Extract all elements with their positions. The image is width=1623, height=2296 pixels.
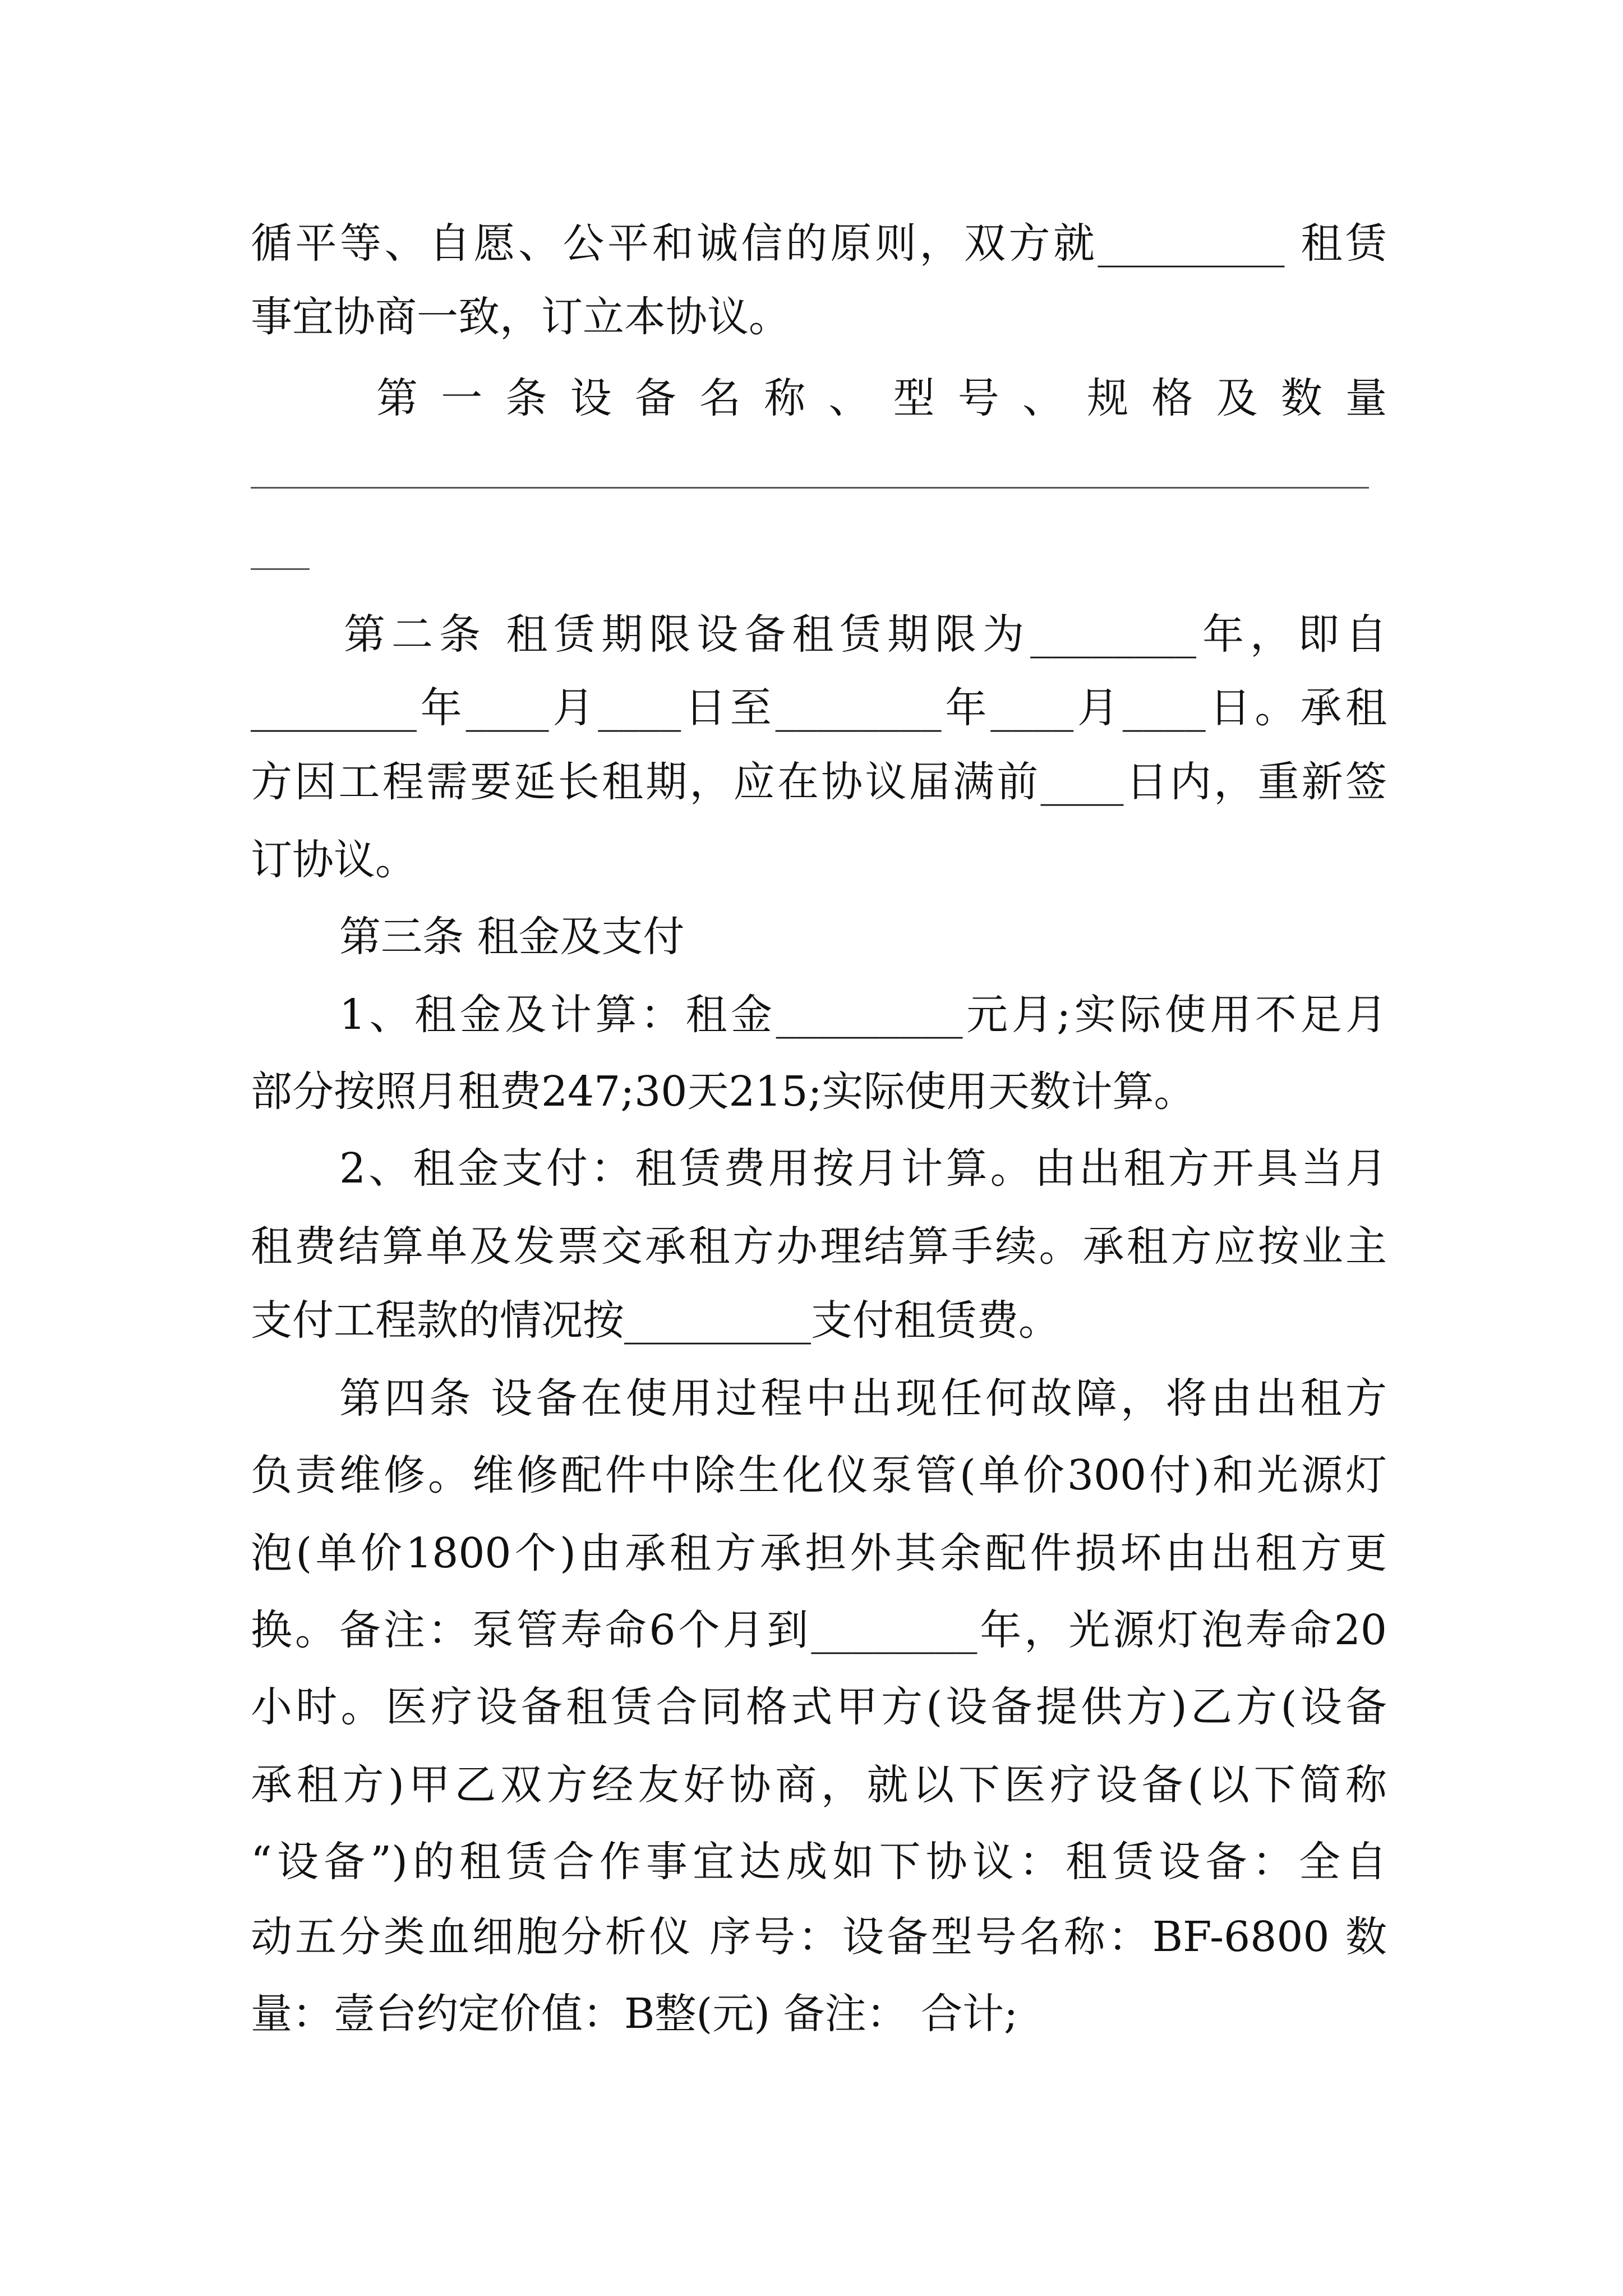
- paragraph-line: 小时。医疗设备租赁合同格式甲方(设备提供方)乙方(设备: [251, 1683, 1387, 1731]
- paragraph-line: 循平等、自愿、公平和诚信的原则，双方就_________ 租赁: [251, 219, 1387, 268]
- fill-in-blank-line: [251, 568, 310, 570]
- paragraph-line: 负责维修。维修配件中除生化仪泵管(单价300付)和光源灯: [251, 1451, 1387, 1499]
- paragraph-line: 订协议。: [251, 836, 417, 884]
- paragraph-line: 量：壹台约定价值：B整(元) 备注： 合计;: [251, 1990, 1018, 2038]
- article-2-line: 第二条 租赁期限设备租赁期限为________年，即自: [344, 610, 1387, 659]
- fill-in-blank-line: [251, 487, 1369, 489]
- article-3-heading: 第三条 租金及支付: [339, 913, 685, 961]
- paragraph-line: 换。备注：泵管寿命6个月到________年，光源灯泡寿命20: [251, 1606, 1387, 1654]
- paragraph-line: ________年____月____日至________年____月____日。承租: [251, 684, 1387, 732]
- paragraph-line: 承租方)甲乙双方经友好协商，就以下医疗设备(以下简称: [251, 1761, 1387, 1809]
- paragraph-line: 部分按照月租费247;30天215;实际使用天数计算。: [251, 1068, 1196, 1116]
- paragraph-line: 支付工程款的情况按_________支付租赁费。: [251, 1296, 1060, 1345]
- article-1-heading: 第 一 条 设 备 名 称 、 型 号 、 规 格 及 数 量: [376, 374, 1387, 422]
- article-4-line: 第四条 设备在使用过程中出现任何故障，将由出租方: [339, 1374, 1387, 1423]
- paragraph-line: 方因工程需要延长租期，应在协议届满前____日内，重新签: [251, 758, 1387, 806]
- paragraph-line: “设备”)的租赁合作事宜达成如下协议：租赁设备：全自: [251, 1838, 1387, 1886]
- paragraph-line: 租费结算单及发票交承租方办理结算手续。承租方应按业主: [251, 1222, 1387, 1271]
- paragraph-line: 泡(单价1800个)由承租方承担外其余配件损坏由出租方更: [251, 1529, 1387, 1577]
- paragraph-line: 事宜协商一致，订立本协议。: [251, 293, 790, 341]
- paragraph-line: 1、租金及计算：租金_________元月;实际使用不足月: [339, 991, 1387, 1039]
- paragraph-line: 2、租金支付：租赁费用按月计算。由出租方开具当月: [339, 1144, 1387, 1193]
- paragraph-line: 动五分类血细胞分析仪 序号：设备型号名称：BF-6800 数: [251, 1913, 1387, 1961]
